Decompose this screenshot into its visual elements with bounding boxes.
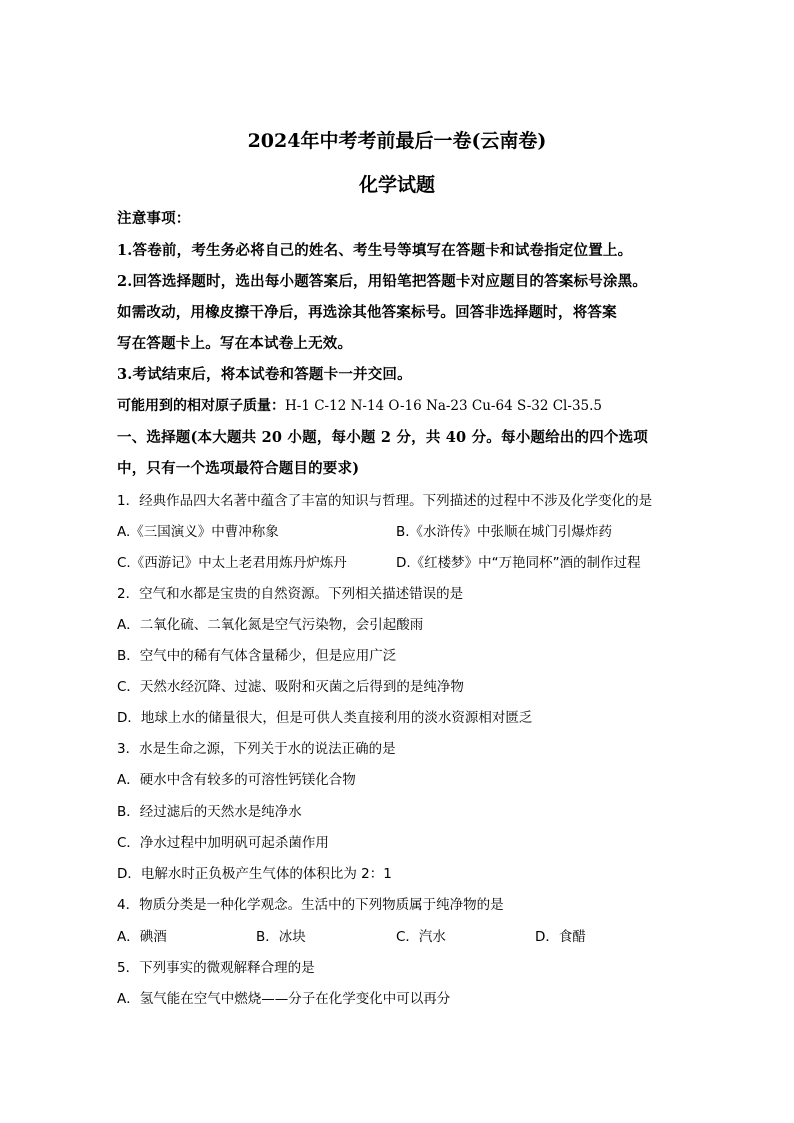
notice-item: 写在答题卡上。写在本试卷上无效。: [117, 335, 353, 352]
option-c: C．天然水经沉降、过滤、吸附和灭菌之后得到的是纯净物: [117, 679, 464, 695]
option-a: A.《三国演义》中曹冲称象: [117, 524, 279, 540]
option-b: B．冰块: [256, 929, 306, 945]
option-a: A．氢气能在空气中燃烧——分子在化学变化中可以再分: [117, 991, 451, 1007]
question-stem: 3．水是生命之源，下列关于水的说法正确的是: [117, 741, 396, 757]
option-a: A．二氧化硫、二氧化氮是空气污染物，会引起酸雨: [117, 617, 424, 633]
section-heading: 一、选择题(本大题共 20 小题，每小题 2 分，共 40 分。每小题给出的四个选项: [117, 429, 648, 446]
atomic-masses-label: 可能用到的相对原子质量：: [117, 398, 285, 414]
option-d: D．地球上水的储量很大，但是可供人类直接利用的淡水资源相对匮乏: [117, 710, 533, 726]
notice-item: 3.考试结束后，将本试卷和答题卡一并交回。: [117, 366, 412, 383]
option-b: B．经过滤后的天然水是纯净水: [117, 804, 302, 820]
option-d: D．食醋: [535, 929, 586, 945]
option-d: D．电解水时正负极产生气体的体积比为 2：1: [117, 866, 392, 882]
question-stem: 5．下列事实的微观解释合理的是: [117, 960, 315, 976]
notice-item: 如需改动，用橡皮擦干净后，再选涂其他答案标号。回答非选择题时，将答案: [117, 304, 617, 321]
option-c: C.《西游记》中太上老君用炼丹炉炼丹: [117, 555, 347, 571]
section-heading-cont: 中，只有一个选项最符合题目的要求): [117, 460, 360, 477]
notice-item: 1.答卷前，考生务必将自己的姓名、考生号等填写在答题卡和试卷指定位置上。: [117, 242, 633, 259]
option-c: C．净水过程中加明矾可起杀菌作用: [117, 835, 329, 851]
notice-heading: 注意事项：: [117, 210, 191, 227]
question-stem: 4．物质分类是一种化学观念。生活中的下列物质属于纯净物的是: [117, 897, 504, 913]
notice-item: 2.回答选择题时，选出每小题答案后，用铅笔把答题卡对应题目的答案标号涂黑。: [117, 273, 648, 290]
subject-title: 化学试题: [358, 174, 435, 196]
atomic-masses-values: H-1 C-12 N-14 O-16 Na-23 Cu-64 S-32 Cl-35.5: [285, 398, 602, 414]
option-a: A．硬水中含有较多的可溶性钙镁化合物: [117, 772, 356, 788]
option-d: D.《红楼梦》中“万艳同杯”酒的制作过程: [396, 555, 641, 571]
option-a: A．碘酒: [117, 929, 167, 945]
exam-title: 2024年中考考前最后一卷(云南卷): [247, 130, 547, 152]
option-b: B．空气中的稀有气体含量稀少，但是应用广泛: [117, 648, 397, 664]
question-stem: 1．经典作品四大名著中蕴含了丰富的知识与哲理。下列描述的过程中不涉及化学变化的是: [117, 493, 653, 509]
question-stem: 2．空气和水都是宝贵的自然资源。下列相关描述错误的是: [117, 586, 464, 602]
option-b: B.《水浒传》中张顺在城门引爆炸药: [396, 524, 613, 540]
option-c: C．汽水: [396, 929, 446, 945]
atomic-masses: [117, 395, 602, 415]
